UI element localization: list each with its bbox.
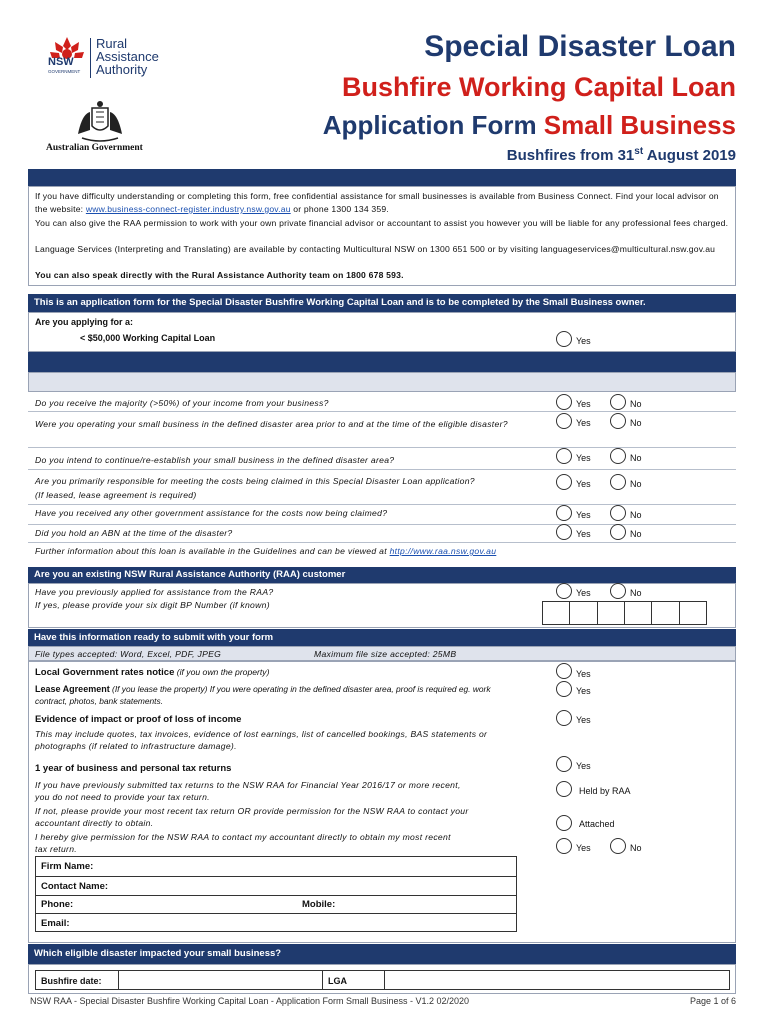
rates-yes-radio[interactable] <box>556 663 572 679</box>
q1-no-label: No <box>630 399 642 409</box>
q5-yes-label: Yes <box>576 510 591 520</box>
raa-line-2: Assistance <box>96 49 159 64</box>
accountant-row-divider-3 <box>35 913 517 914</box>
title-application-form <box>260 110 736 141</box>
accountant-row-divider-2 <box>35 895 517 896</box>
q2-no-radio[interactable] <box>610 413 626 429</box>
held-by-raa-radio[interactable] <box>556 781 572 797</box>
q6-no-label: No <box>630 529 642 539</box>
info-p1b: or phone 1300 134 359. <box>290 204 389 214</box>
q3-no-label: No <box>630 453 642 463</box>
rates-italic: (if you own the property) <box>174 667 270 677</box>
evidence-label: Evidence of impact or proof of loss of income <box>35 714 242 725</box>
eligibility-q3: Do you intend to continue/re-establish your small business in the defined disaster area? <box>35 455 395 465</box>
raa-q2: If yes, please provide your six digit BP Number (if known) <box>35 600 270 610</box>
logo-divider <box>90 38 91 78</box>
raa-line-3: Authority <box>96 62 148 77</box>
lease-yes-radio[interactable] <box>556 681 572 697</box>
info-paragraph-1 <box>35 190 730 216</box>
nsw-logo-text: NSW <box>48 56 74 68</box>
nsw-logo-sub: GOVERNMENT <box>48 69 81 74</box>
q4-yes-radio[interactable] <box>556 474 572 490</box>
title3-part-b: Small Business <box>543 110 736 140</box>
eligibility-band <box>28 352 736 372</box>
lease-label <box>35 683 515 707</box>
lease-bold: Lease Agreement <box>35 684 110 694</box>
title-bushfires-date <box>400 146 736 164</box>
q5-no-label: No <box>630 510 642 520</box>
raa-band: Are you an existing NSW Rural Assistance Authority (RAA) customer <box>28 567 736 583</box>
section1-band: This is an application form for the Special Disaster Bushfire Working Capital Loan and is to be completed by the Small Business owner. <box>28 294 736 312</box>
bp-digit-1[interactable] <box>542 601 570 625</box>
raa-yes-label: Yes <box>576 588 591 598</box>
title4-sup: st <box>634 146 644 157</box>
eligibility-q1: Do you receive the majority (>50%) of your income from your business? <box>35 398 329 408</box>
phone-field[interactable]: Phone: <box>41 899 74 910</box>
title4-part-a: Bushfires from 31 <box>506 147 635 164</box>
q6-yes-radio[interactable] <box>556 524 572 540</box>
accountant-table <box>35 856 517 932</box>
info-band <box>28 169 736 186</box>
evidence-yes-radio[interactable] <box>556 710 572 726</box>
disaster-divider-2 <box>322 970 323 990</box>
q1-no-radio[interactable] <box>610 394 626 410</box>
bp-number-input[interactable] <box>542 601 707 625</box>
q4-yes-label: Yes <box>576 479 591 489</box>
tax-yes-label: Yes <box>576 761 591 771</box>
attached-radio[interactable] <box>556 815 572 831</box>
section1-box <box>28 312 736 352</box>
rates-bold: Local Government rates notice <box>35 667 175 678</box>
permission-yes-label: Yes <box>576 843 591 853</box>
eligibility-q6: Did you hold an ABN at the time of the disaster? <box>35 528 233 538</box>
australian-government-text: Australian Government <box>46 143 143 153</box>
disaster-divider-3 <box>384 970 385 990</box>
further-info <box>35 546 496 556</box>
contact-name-field[interactable]: Contact Name: <box>41 881 109 892</box>
bushfire-date-input[interactable] <box>120 971 320 989</box>
title-bushfire-loan: Bushfire Working Capital Loan <box>341 72 736 102</box>
q4-no-radio[interactable] <box>610 474 626 490</box>
bp-digit-2[interactable] <box>570 601 597 625</box>
page-number: Page 1 of 6 <box>689 996 736 1006</box>
tax-yes-radio[interactable] <box>556 756 572 772</box>
q3-no-radio[interactable] <box>610 448 626 464</box>
raa-no-label: No <box>630 588 642 598</box>
raa-no-radio[interactable] <box>610 583 626 599</box>
eligibility-grey-band <box>28 372 736 392</box>
eligibility-q2: Were you operating your small business in the defined disaster area prior to and at the time of the eligible disaster? <box>35 419 508 429</box>
tax-desc-1: If you have previously submitted tax returns to the NSW RAA for Financial Year 2016/17 or more recent, you do not need to provide your tax return. <box>35 780 461 802</box>
permission-no-radio[interactable] <box>610 838 626 854</box>
footer-text: NSW RAA - Special Disaster Bushfire Working Capital Loan - Application Form Small Business - V1.2 02/2020 <box>30 996 470 1006</box>
q3-yes-radio[interactable] <box>556 448 572 464</box>
applying-label: Are you applying for a: <box>35 317 134 327</box>
loan-option-label: < $50,000 Working Capital Loan <box>80 333 216 343</box>
q3-yes-label: Yes <box>576 453 591 463</box>
permission-yes-radio[interactable] <box>556 838 572 854</box>
info-p1a: If you have difficulty understanding or completing this form, free confidential assistance for small businesses is available from Business Connect. Find your local advisor on the website: <box>35 191 719 214</box>
q1-yes-radio[interactable] <box>556 394 572 410</box>
disaster-divider-1 <box>118 970 119 990</box>
title-special-disaster-loan: Special Disaster Loan <box>424 30 736 63</box>
q6-yes-label: Yes <box>576 529 591 539</box>
mobile-field[interactable]: Mobile: <box>302 899 336 910</box>
rates-yes-label: Yes <box>576 669 591 679</box>
bushfire-date-label: Bushfire date: <box>41 976 102 986</box>
bp-digit-6[interactable] <box>680 601 707 625</box>
raa-logo-text <box>96 37 159 76</box>
attached-label: Attached <box>579 819 615 829</box>
tax-desc-3: I hereby give permission for the NSW RAA to contact my accountant directly to obtain my most recent tax return. <box>35 832 451 854</box>
lease-yes-label: Yes <box>576 686 591 696</box>
disaster-band: Which eligible disaster impacted your small business? <box>28 944 736 964</box>
eligibility-q4b: (If leased, lease agreement is required) <box>35 490 197 500</box>
lga-label: LGA <box>328 976 347 986</box>
submit-band: Have this information ready to submit with your form <box>28 629 736 646</box>
email-field[interactable]: Email: <box>41 918 70 929</box>
maxsize-text: Maximum file size accepted: 25MB <box>314 649 457 659</box>
q1-yes-label: Yes <box>576 399 591 409</box>
held-by-raa-label: Held by RAA <box>579 786 631 796</box>
raa-q1: Have you previously applied for assistance from the RAA? <box>35 587 274 597</box>
lga-input[interactable] <box>386 971 728 989</box>
q5-yes-radio[interactable] <box>556 505 572 521</box>
raa-website-link[interactable]: http://www.raa.nsw.gov.au <box>389 546 497 556</box>
coat-of-arms-icon <box>70 100 130 144</box>
q2-yes-label: Yes <box>576 418 591 428</box>
business-connect-link[interactable]: www.business-connect-register.industry.nsw.gov.au <box>85 204 291 214</box>
eligibility-q5: Have you received any other government assistance for the costs now being claimed? <box>35 508 388 518</box>
bp-digit-4[interactable] <box>625 601 652 625</box>
permission-no-label: No <box>630 843 642 853</box>
firm-name-field[interactable]: Firm Name: <box>41 861 94 872</box>
q5-no-radio[interactable] <box>610 505 626 521</box>
q2-no-label: No <box>630 418 642 428</box>
loan-yes-label: Yes <box>576 336 591 346</box>
raa-yes-radio[interactable] <box>556 583 572 599</box>
filetypes-text: File types accepted: Word, Excel, PDF, JPEG <box>35 649 222 659</box>
raa-line-1: Rural <box>96 36 128 51</box>
q4-no-label: No <box>630 479 642 489</box>
evidence-yes-label: Yes <box>576 715 591 725</box>
tax-label: 1 year of business and personal tax returns <box>35 763 232 774</box>
loan-yes-radio[interactable] <box>556 331 572 347</box>
title4-part-b: August 2019 <box>643 147 736 164</box>
q2-yes-radio[interactable] <box>556 413 572 429</box>
rates-label <box>35 667 269 678</box>
lease-italic: (If you lease the property) If you were operating in the defined disaster area, proof is required eg. work contract, photos, bank statements. <box>35 684 491 706</box>
bp-digit-3[interactable] <box>598 601 625 625</box>
accountant-row-divider-1 <box>35 876 517 877</box>
q6-no-radio[interactable] <box>610 524 626 540</box>
info-paragraph-3: Language Services (Interpreting and Translating) are available by contacting Multicultural NSW on 1300 651 500 or by visiting languageservices@multicultural.nsw.gov.au <box>35 244 716 254</box>
title3-part-a: Application Form <box>322 110 537 140</box>
bp-digit-5[interactable] <box>652 601 679 625</box>
info-paragraph-4: You can also speak directly with the Rural Assistance Authority team on 1800 678 593. <box>35 270 404 280</box>
further-info-text: Further information about this loan is available in the Guidelines and can be viewed at <box>35 546 390 556</box>
eligibility-q4a: Are you primarily responsible for meeting the costs being claimed in this Special Disaster Loan application? <box>35 476 475 486</box>
tax-desc-2: If not, please provide your most recent tax return OR provide permission for the NSW RAA to contact your accountant directly to obtain. <box>35 806 469 828</box>
evidence-desc: This may include quotes, tax invoices, evidence of lost earnings, list of cancelled bookings, BAS statements or photographs (if related to infrastructure damage). <box>35 729 488 751</box>
info-paragraph-2: You can also give the RAA permission to work with your own private financial advisor or accountant to assist you however you will be liable for any professional fees charged. <box>35 218 729 228</box>
